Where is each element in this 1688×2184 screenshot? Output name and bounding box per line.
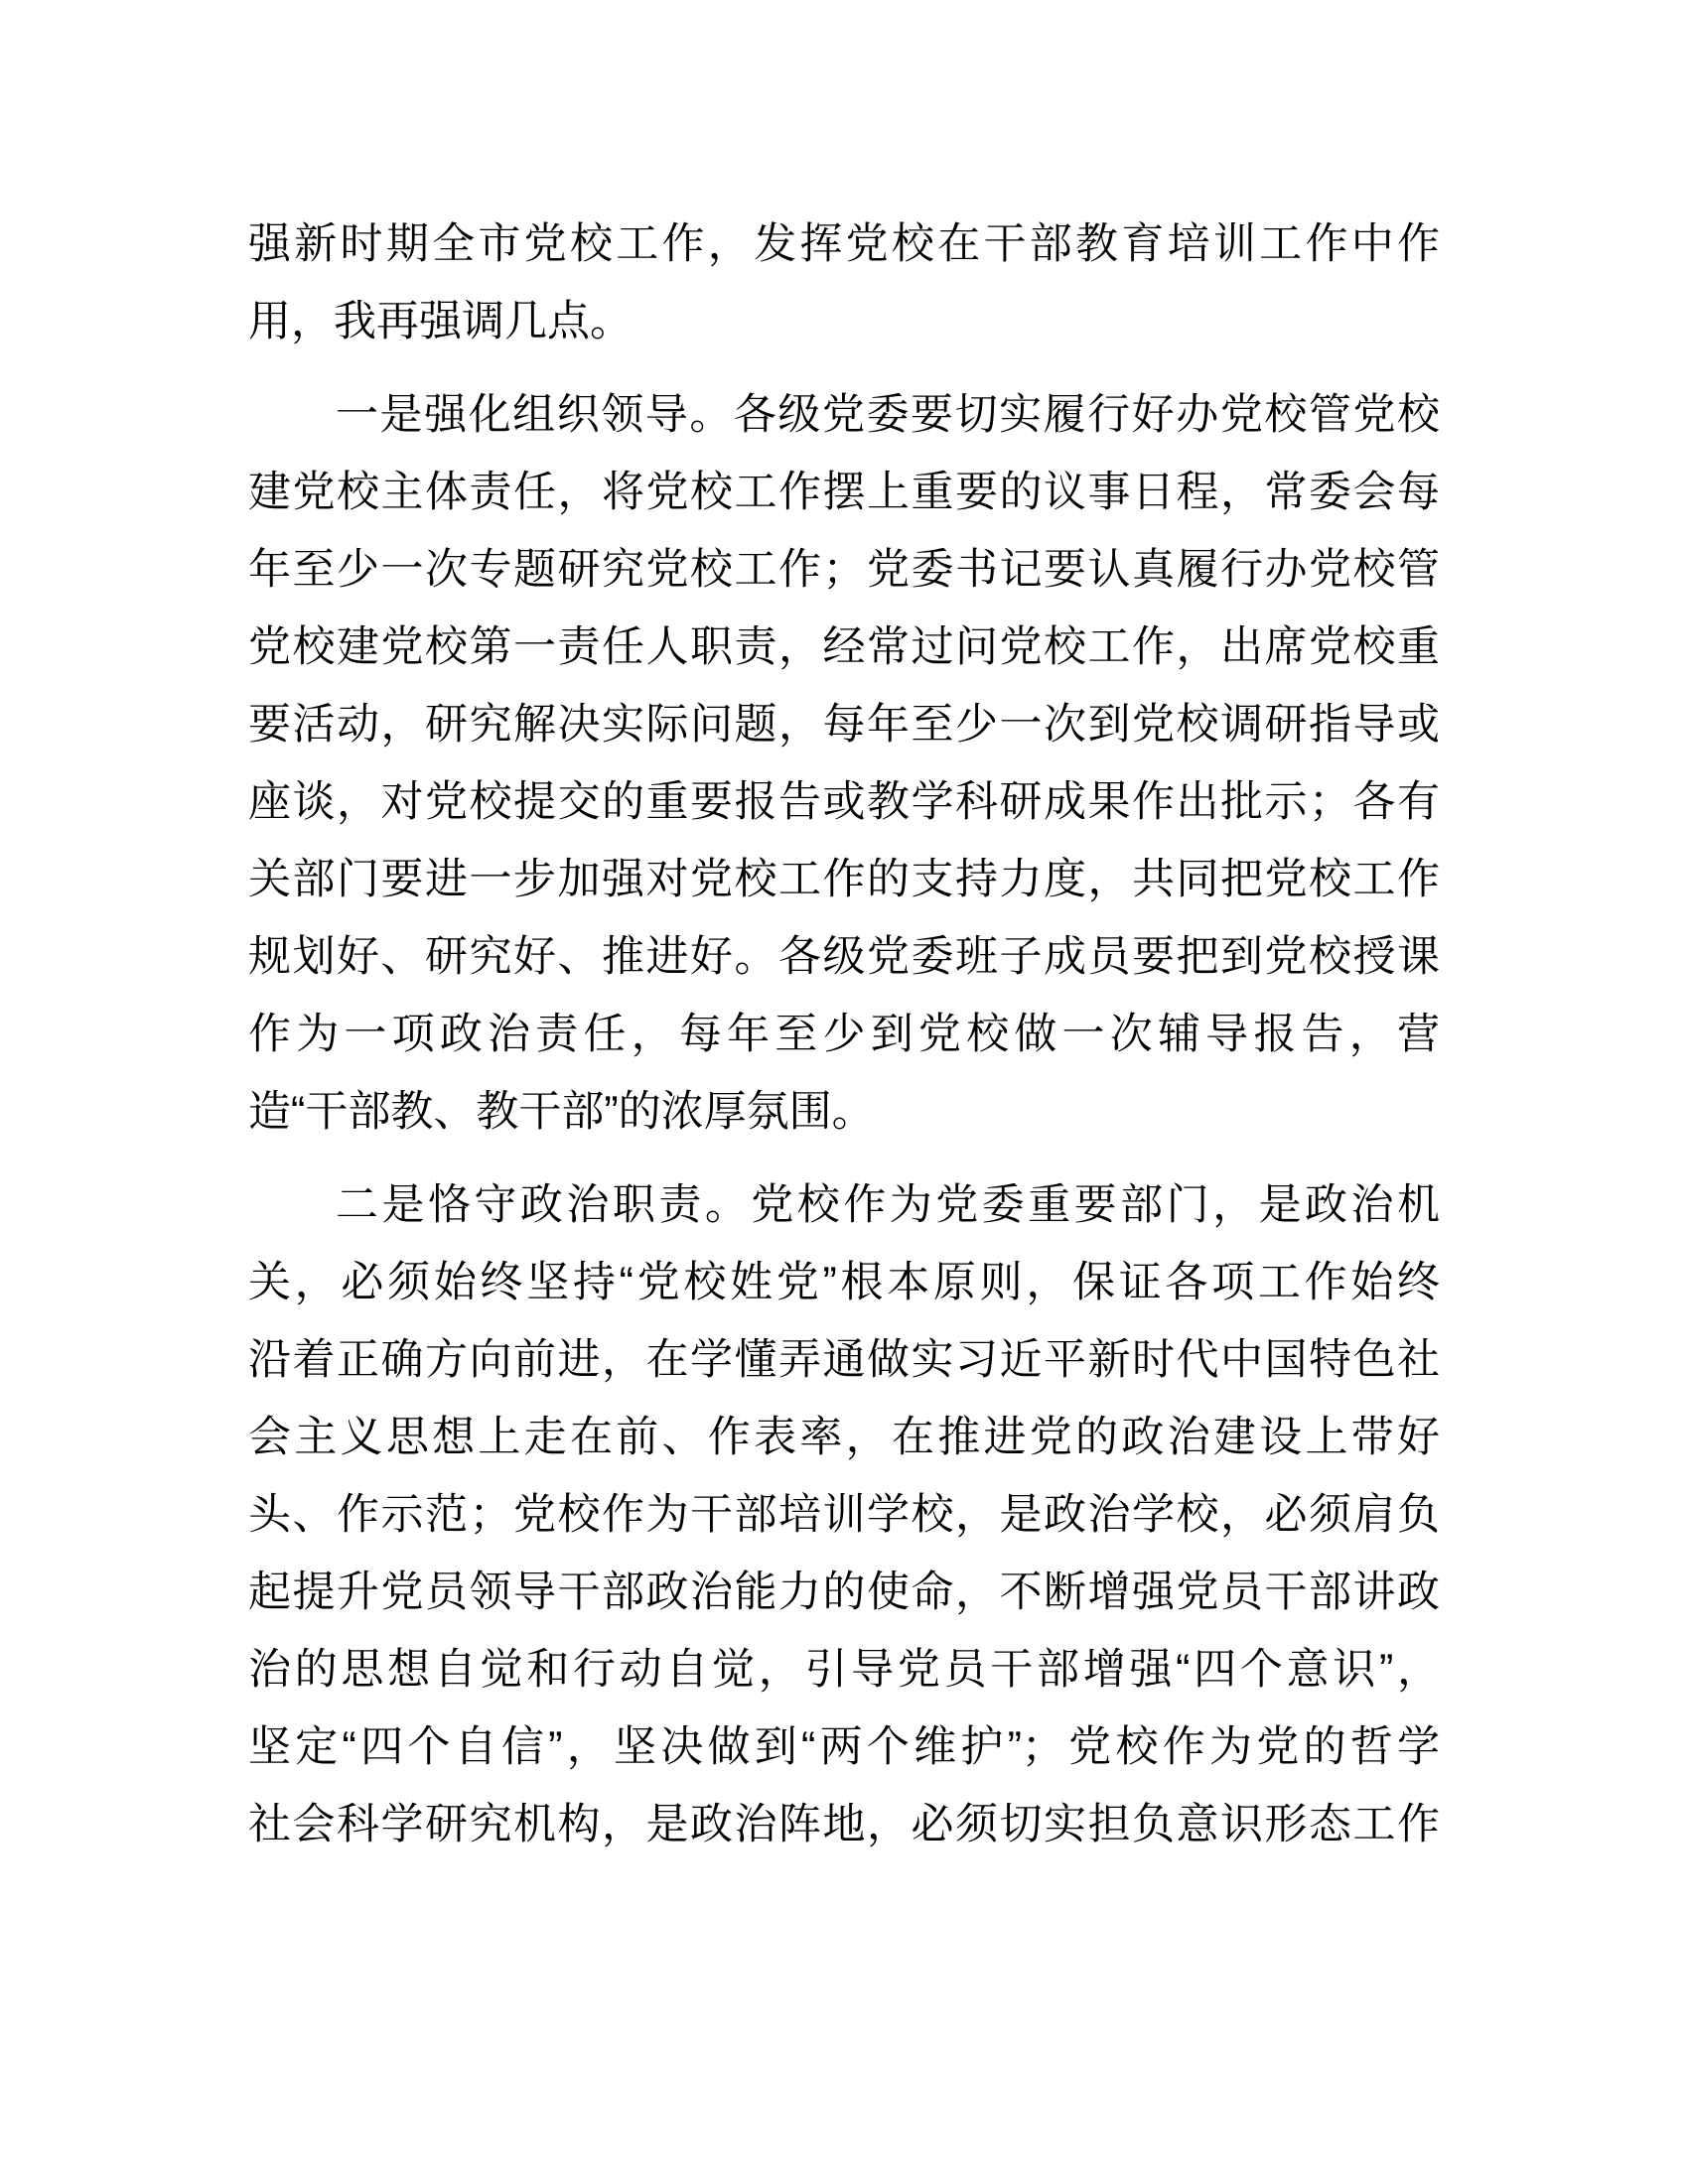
text-line: 规划好、研究好、推进好。各级党委班子成员要把到党校授课 <box>248 933 1440 981</box>
text-line: 治的思想自觉和行动自觉，引导党员干部增强“四个意识”， <box>248 1646 1440 1694</box>
text-line: 年至少一次专题研究党校工作；党委书记要认真履行办党校管 <box>248 546 1440 594</box>
text-line: 建党校主体责任，将党校工作摆上重要的议事日程，常委会每 <box>248 469 1440 516</box>
paragraph-2 <box>248 376 1440 1151</box>
text-line: 座谈，对党校提交的重要报告或教学科研成果作出批示；各有 <box>248 778 1440 826</box>
text-line: 作为一项政治责任，每年至少到党校做一次辅导报告，营 <box>248 1011 1440 1058</box>
document-body <box>248 205 1440 1863</box>
text-line: 关，必须始终坚持“党校姓党”根本原则，保证各项工作始终 <box>248 1259 1440 1306</box>
text-line: 一是强化组织领导。各级党委要切实履行好办党校管党校 <box>336 391 1440 439</box>
text-line: 二是恪守政治职责。党校作为党委重要部门，是政治机 <box>336 1181 1440 1229</box>
paragraph-1 <box>248 205 1440 360</box>
text-line: 要活动，研究解决实际问题，每年至少一次到党校调研指导或 <box>248 701 1440 749</box>
text-line: 社会科学研究机构，是政治阵地，必须切实担负意识形态工作 <box>248 1801 1440 1848</box>
text-line: 强新时期全市党校工作，发挥党校在干部教育培训工作中作 <box>248 220 1440 268</box>
text-line: 会主义思想上走在前、作表率，在推进党的政治建设上带好 <box>248 1414 1440 1461</box>
text-line: 起提升党员领导干部政治能力的使命，不断增强党员干部讲政 <box>248 1569 1440 1616</box>
paragraph-3 <box>248 1166 1440 1863</box>
text-line: 沿着正确方向前进，在学懂弄通做实习近平新时代中国特色社 <box>248 1336 1440 1384</box>
text-line: 关部门要进一步加强对党校工作的支持力度，共同把党校工作 <box>248 856 1440 903</box>
text-line: 用，我再强调几点。 <box>248 298 633 345</box>
text-line: 党校建党校第一责任人职责，经常过问党校工作，出席党校重 <box>248 623 1440 671</box>
text-line: 坚定“四个自信”，坚决做到“两个维护”；党校作为党的哲学 <box>248 1723 1440 1771</box>
text-line: 造“干部教、教干部”的浓厚氛围。 <box>248 1088 875 1136</box>
text-line: 头、作示范；党校作为干部培训学校，是政治学校，必须肩负 <box>248 1491 1440 1539</box>
